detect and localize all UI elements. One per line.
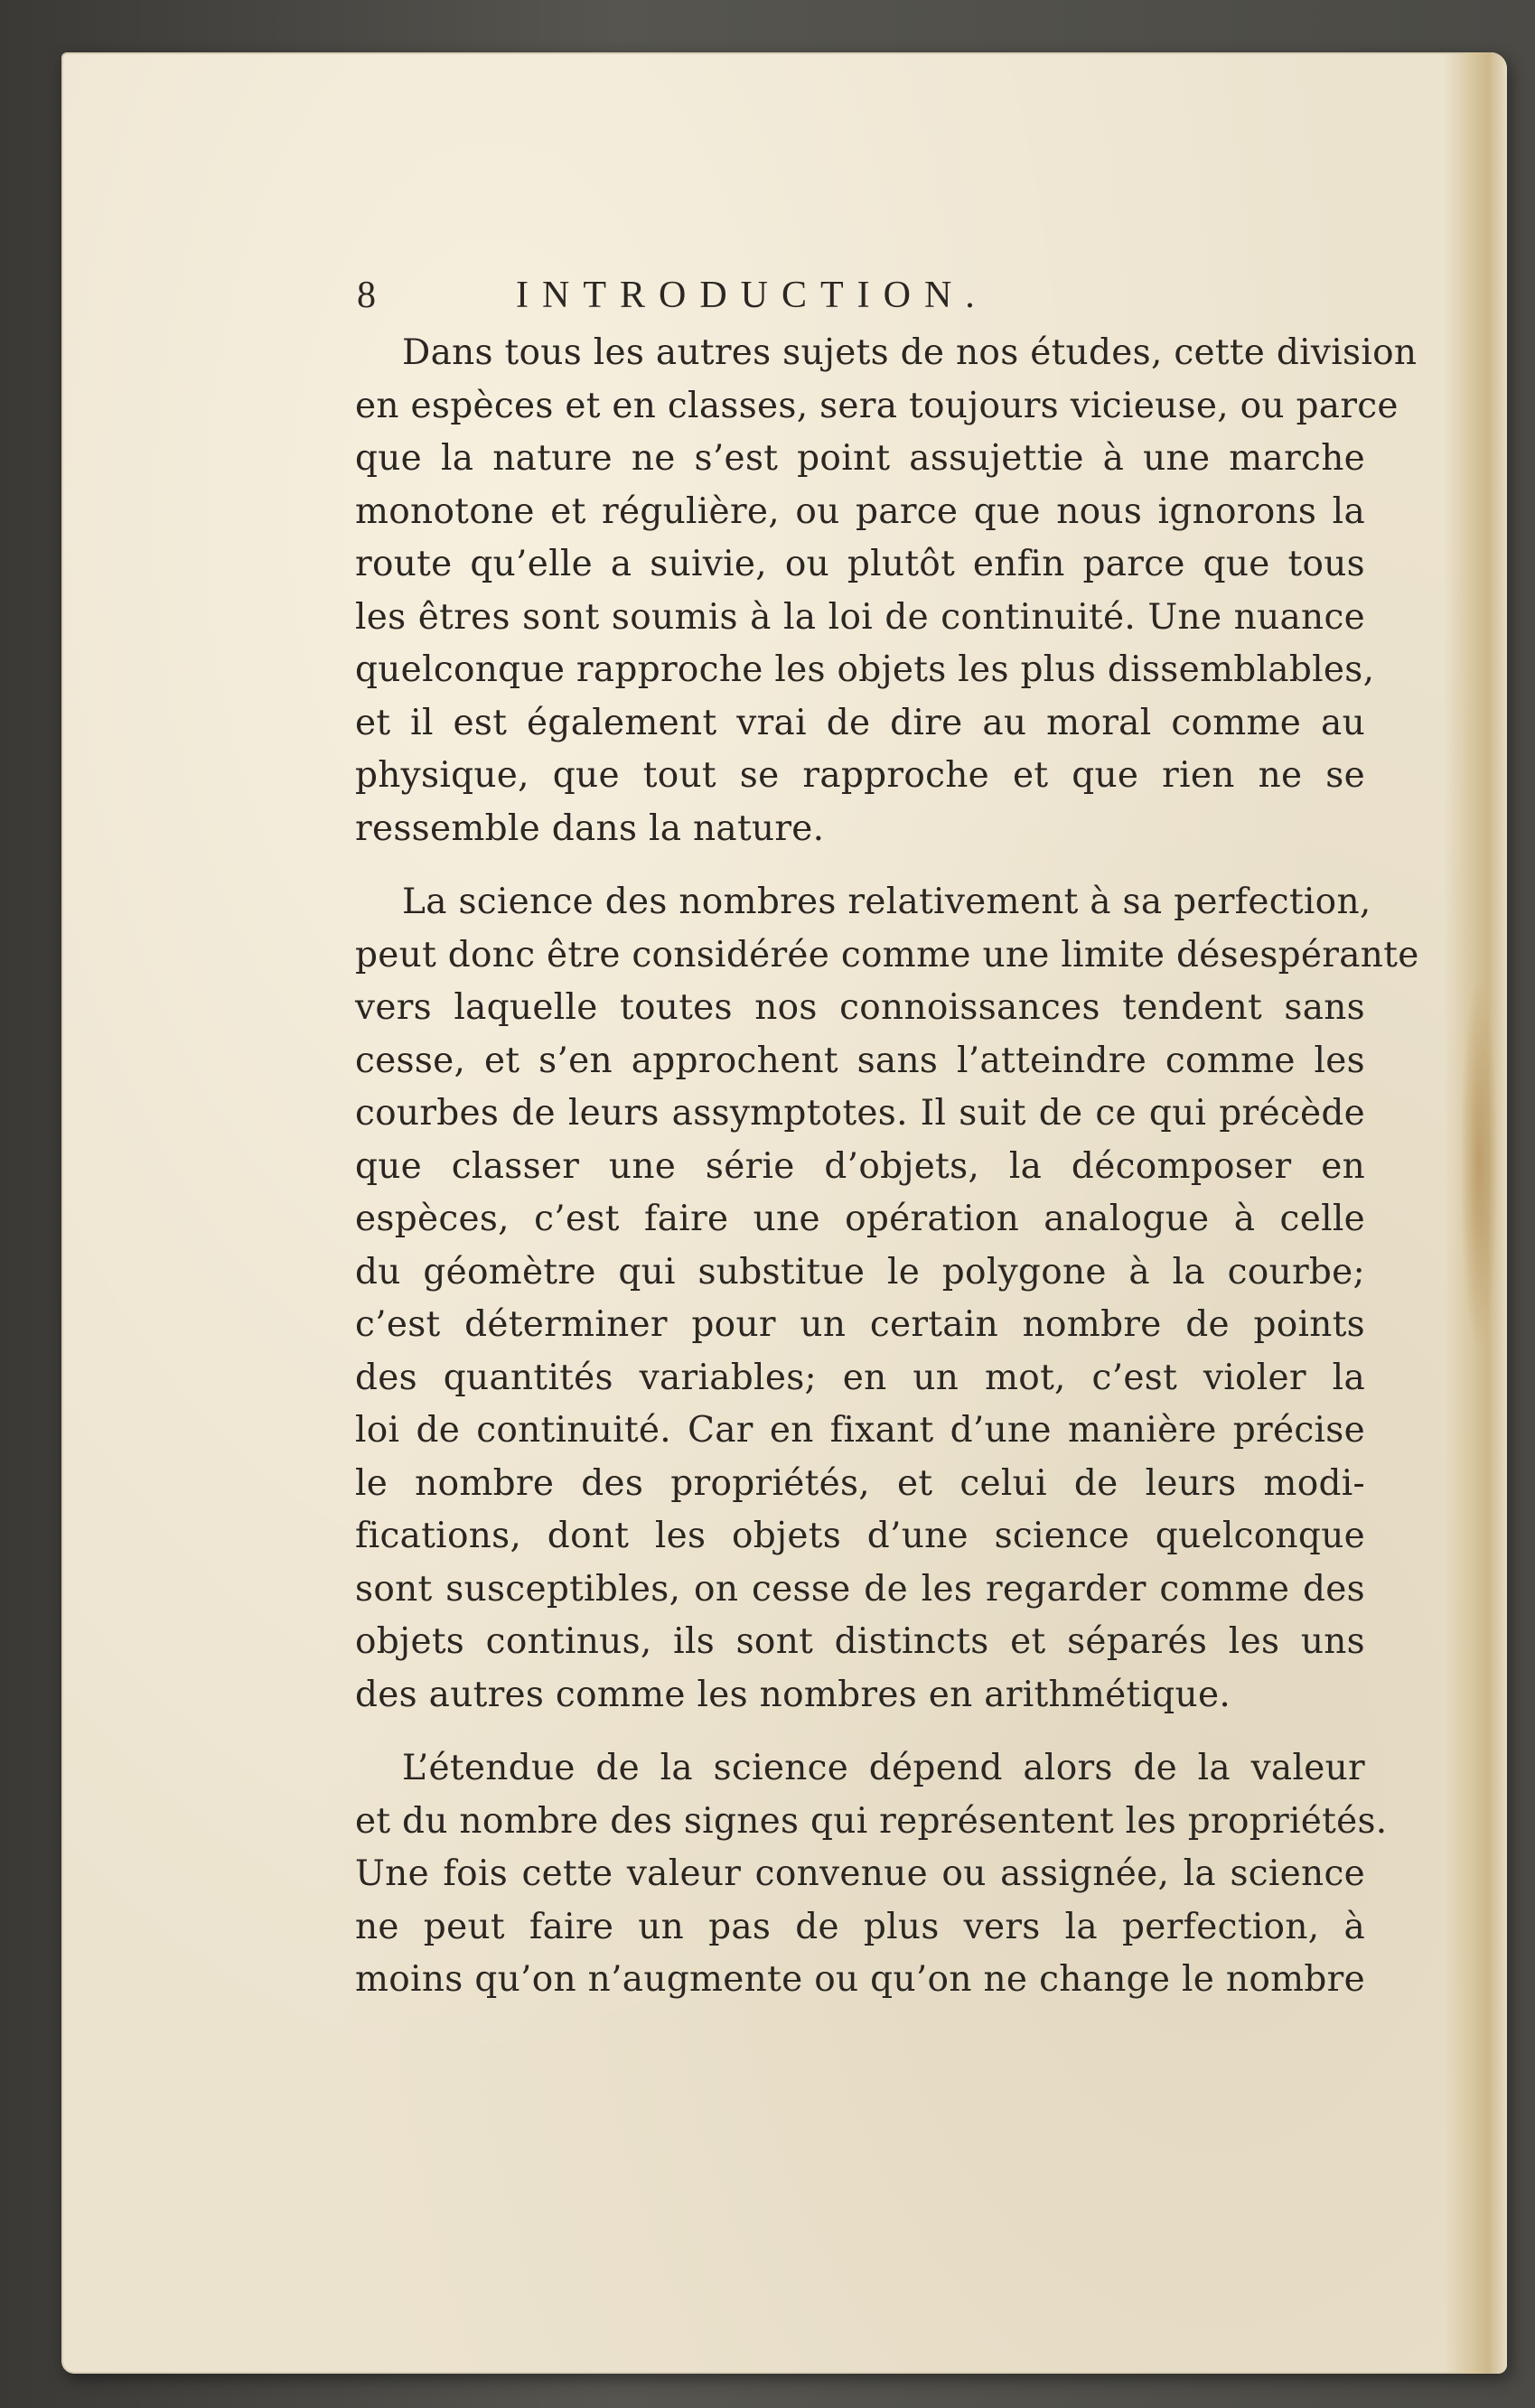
text-line: peut donc être considérée comme une limite désespérante [355,934,1419,975]
page-number: 8 [357,275,377,316]
paragraph-3 [355,1742,1388,2007]
text-line: le nombre des propriétés, et celui de leurs modi- [355,1462,1365,1504]
text-line: route qu’elle a suivie, ou plutôt enfin parce que tous [355,544,1365,584]
text-line: courbes de leurs assymptotes. Il suit de ce qui précède [355,1093,1365,1134]
text-block [355,264,1419,2028]
text-line: que classer une série d’objets, la décomposer en [355,1145,1365,1187]
text-line: physique, que tout se rapproche et que rien ne se [355,755,1365,796]
text-line: L’étendue de la science dépend alors de la valeur [402,1748,1365,1788]
text-line: quelconque rapproche les objets les plus dissemblables, [355,649,1375,690]
text-line: vers laquelle toutes nos connoissances tendent sans [355,987,1365,1028]
text-line: ne peut faire un pas de plus vers la perfection, à [355,1906,1365,1947]
text-line: et il est également vrai de dire au moral comme au [355,702,1365,743]
paragraph-1 [355,327,1418,855]
text-line: moins qu’on n’augmente ou qu’on ne change le nombre [355,1959,1365,2000]
running-title: INTRODUCTION. [516,275,988,316]
text-line: ressemble dans la nature. [355,807,825,849]
text-line: Dans tous les autres sujets de nos études, cette division [402,332,1418,373]
text-line: La science des nombres relativement à sa perfection, [402,882,1371,922]
text-line: du géomètre qui substitue le polygone à la courbe; [355,1251,1365,1293]
text-line: monotone et régulière, ou parce que nous ignorons la [355,490,1365,532]
text-line: espèces, c’est faire une opération analogue à celle [355,1199,1365,1239]
text-line: fications, dont les objets d’une science quelconque [355,1516,1365,1556]
text-line: les êtres sont soumis à la loi de continuité. Une nuance [355,596,1365,638]
text-line: des quantités variables; en un mot, c’est violer la [355,1357,1365,1398]
text-line: et du nombre des signes qui représentent les propriétés. [355,1800,1388,1842]
text-line: c’est déterminer pour un certain nombre de points [355,1304,1365,1345]
running-head [355,264,1365,327]
text-line: que la nature ne s’est point assujettie à une marche [355,438,1365,479]
paragraph-2 [355,876,1419,1722]
paper-stain [1460,974,1498,1353]
text-line: sont susceptibles, on cesse de les regarder comme des [355,1568,1365,1610]
text-line: en espèces et en classes, sera toujours vicieuse, ou parce [355,385,1399,426]
text-line: des autres comme les nombres en arithmétique. [355,1674,1231,1715]
text-line: objets continus, ils sont distincts et séparés les uns [355,1621,1365,1662]
text-line: Une fois cette valeur convenue ou assignée, la science [355,1853,1365,1894]
text-line: loi de continuité. Car en fixant d’une manière précise [355,1410,1365,1451]
text-line: cesse, et s’en approchent sans l’atteindre comme les [355,1040,1365,1081]
